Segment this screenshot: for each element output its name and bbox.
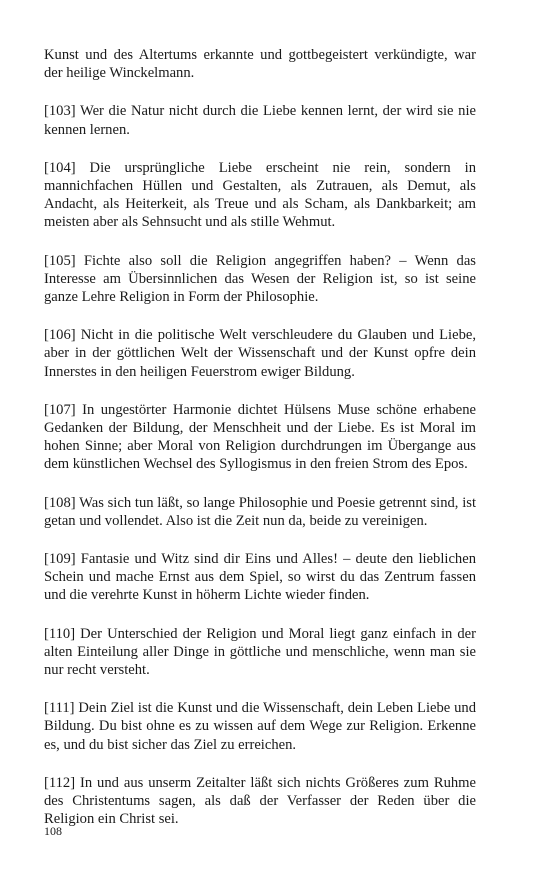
fragment-107: [107] In ungestörter Harmonie dichtet Hülsens Muse schöne erhabene Gedanken der Bildung, der Menschheit und der Liebe. Es ist Moral im hohen Sinne; aber Moral von Religion durchdrungen im Übergange aus dem künstlichen Wechsel des Syllogismus in den freien Strom des Epos. [44,401,476,473]
fragment-111: [111] Dein Ziel ist die Kunst und die Wissenschaft, dein Leben Liebe und Bildung. Du bist ohne es zu wissen auf dem Wege zur Religion. Erkenne es, und du bist sicher das Ziel zu erreichen. [44,700,476,753]
fragment-108: [108] Was sich tun läßt, so lange Philosophie und Poesie getrennt sind, ist getan und vollendet. Also ist die Zeit nun da, beide zu vereinigen. [44,494,476,529]
fragment-110: [110] Der Unterschied der Religion und Moral liegt ganz einfach in der alten Einteilung aller Dinge in göttliche und menschliche, wenn man sie nur recht versteht. [44,625,476,679]
fragment-105: [105] Fichte also soll die Religion angegriffen haben? – Wenn das Interesse am Übersinnlichen das Wesen der Religion ist, so ist seine ganze Lehre Religion in Form der Philosophie. [44,252,476,306]
fragment-112: [112] In und aus unserm Zeitalter läßt sich nichts Größeres zum Ruhme des Christentums sagen, als daß der Verfasser der Reden über die Religion ein Christ sei. [44,774,476,828]
fragment-103: [103] Wer die Natur nicht durch die Liebe kennen lernt, der wird sie nie kennen lernen. [44,103,476,138]
fragment-104: [104] Die ursprüngliche Liebe erscheint nie rein, sondern in mannichfachen Hüllen und Gestalten, als Zutrauen, als Demut, als Andacht, als Heiterkeit, als Treue und als Scham, als Dankbarkeit; am meisten aber als Sehnsucht und als stille Wehmut. [44,159,476,231]
fragment-106: [106] Nicht in die politische Welt verschleudere du Glauben und Liebe, aber in der göttlichen Welt der Wissenschaft und der Kunst opfre dein Innerstes in den heiligen Feuerstrom ewiger Bildung. [44,327,476,380]
paragraph-continuation: Kunst und des Altertums erkannte und gottbegeistert verkündigte, war der heilige Winckelmann. [44,47,476,82]
page-number: 108 [44,824,62,838]
fragment-109: [109] Fantasie und Witz sind dir Eins und Alles! – deute den lieblichen Schein und mache Ernst aus dem Spiel, so wirst du das Zentrum fassen und die verehrte Kunst in höherm Lichte wieder finden. [44,551,476,604]
page-body [44,46,476,849]
